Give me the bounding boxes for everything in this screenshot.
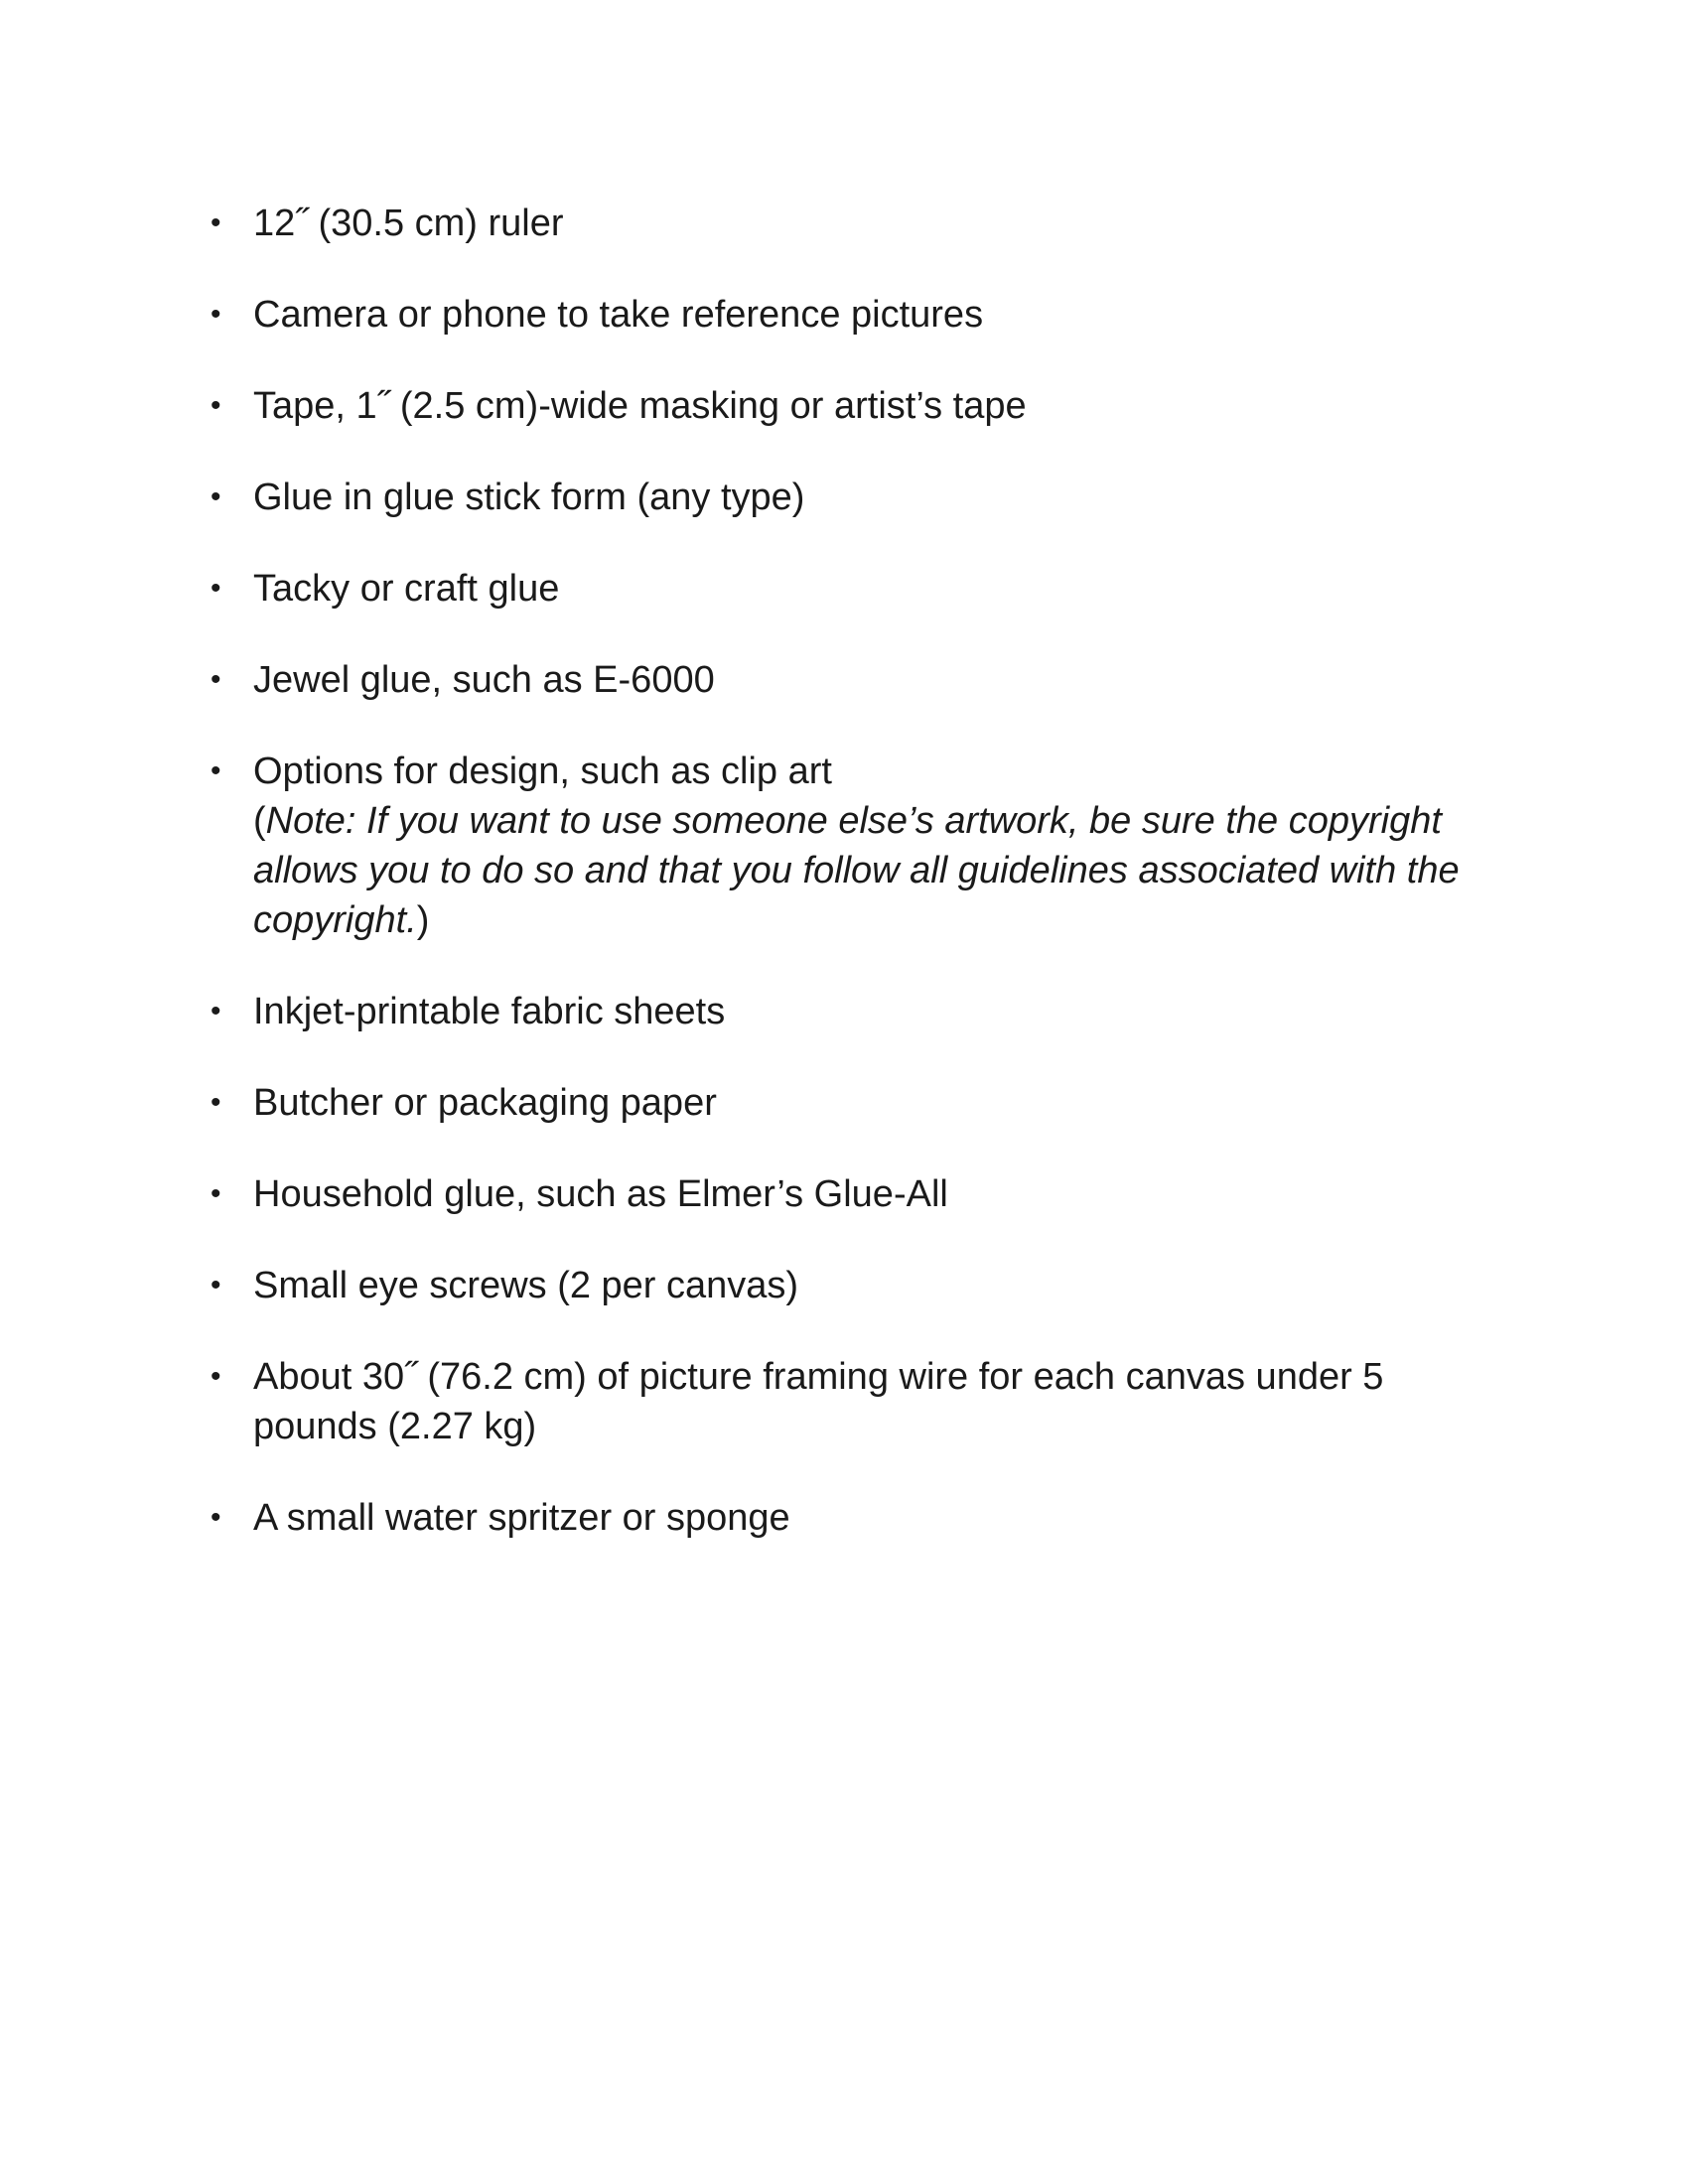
list-item [211,381,1501,431]
item-text: Inkjet-printable fabric sheets [253,991,726,1032]
bullet-icon: • [211,389,221,422]
bullet-icon: • [211,1177,221,1210]
item-text: Butcher or packaging paper [253,1082,717,1124]
item-text: Camera or phone to take reference pictures [253,294,984,336]
bullet-icon: • [211,480,221,513]
copyright-note [253,796,1501,945]
list-item [211,1352,1501,1451]
item-text: Household glue, such as Elmer’s Glue-All [253,1173,948,1215]
bullet-icon: • [211,754,221,787]
list-item [211,473,1501,522]
item-text: Glue in glue stick form (any type) [253,477,805,518]
bullet-icon: • [211,298,221,331]
bullet-icon: • [211,206,221,239]
list-item [211,987,1501,1036]
bullet-icon: • [211,663,221,696]
note-close-paren: ) [416,899,430,941]
list-item [211,1078,1501,1128]
list-item [211,655,1501,705]
list-item [211,290,1501,340]
item-text: Jewel glue, such as E-6000 [253,659,715,701]
note-open-paren: ( [253,800,266,842]
list-item [211,1169,1501,1219]
bullet-icon: • [211,1360,221,1393]
list-item [211,564,1501,614]
bullet-icon: • [211,1501,221,1534]
list-item [211,1493,1501,1543]
bullet-icon: • [211,1269,221,1301]
supply-list [211,199,1501,1584]
list-item [211,1261,1501,1310]
note-text: Note: If you want to use someone else’s artwork, be sure the copyright allows you to do so and that you follow all guidelines associated with the copyright. [253,800,1460,941]
item-text: A small water spritzer or sponge [253,1497,790,1539]
list-item-with-note [211,747,1501,945]
item-text: Options for design, such as clip art [253,751,832,792]
item-text: Small eye screws (2 per canvas) [253,1265,799,1306]
item-text: About 30˝ (76.2 cm) of picture framing wire for each canvas under 5 pounds (2.27 kg) [253,1356,1384,1447]
bullet-icon: • [211,995,221,1027]
item-text: 12˝ (30.5 cm) ruler [253,203,564,244]
item-text: Tacky or craft glue [253,568,560,610]
list-item [211,199,1501,248]
item-text: Tape, 1˝ (2.5 cm)-wide masking or artist’s tape [253,385,1027,427]
bullet-icon: • [211,572,221,605]
bullet-icon: • [211,1086,221,1119]
